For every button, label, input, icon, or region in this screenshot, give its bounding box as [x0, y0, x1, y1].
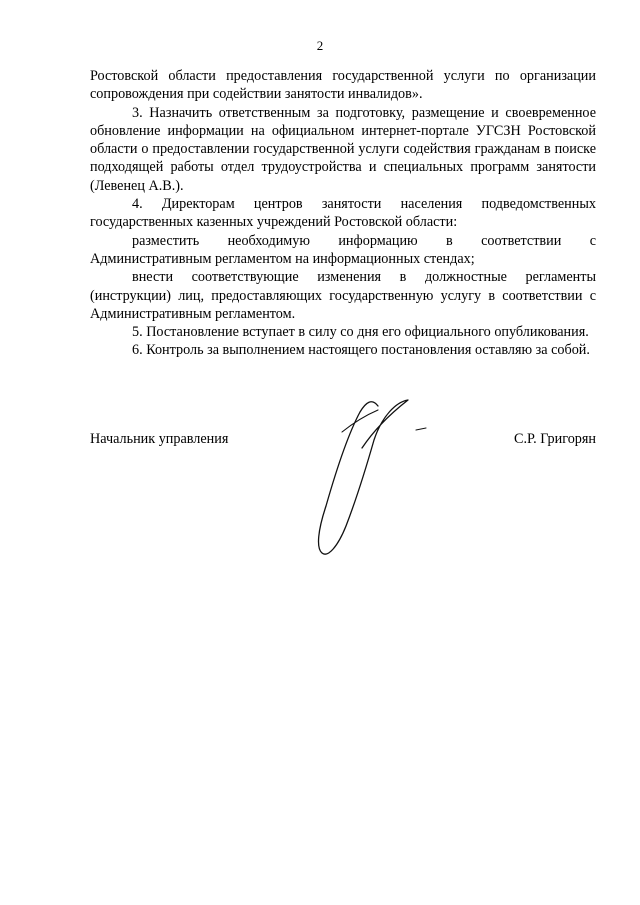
paragraph-item-5: 5. Постановление вступает в силу со дня его официального опубликования. [132, 324, 589, 341]
document-body [90, 67, 596, 360]
paragraph-continuation: Ростовской области предоставления государственной услуги по организации сопровождения при содействии занятости инвалидов». [90, 68, 596, 103]
signer-name: С.Р. Григорян [514, 431, 596, 447]
page-number: 2 [316, 38, 324, 53]
position-title: Начальник управления [90, 431, 229, 447]
paragraph-item-6: 6. Контроль за выполнением настоящего постановления оставляю за собой. [132, 342, 590, 359]
paragraph-item-3: 3. Назначить ответственным за подготовку, размещение и своевременное обновление информации на официальном интернет-портале УГСЗН Ростовской области о предоставлении государственной услуги содействия гражданам в поиске подходящей работы отдел трудоустройства и специальных программ занятости (Левенец А.В.). [90, 104, 596, 194]
handwritten-signature [300, 388, 440, 568]
paragraph-subitem-2: внести соответствующие изменения в должностные регламенты (инструкции) лиц, предоставляющих государственную услугу в соответствии с Административным регламентом. [90, 269, 596, 322]
paragraph-subitem-1: разместить необходимую информацию в соответствии с Административным регламентом на информационных стендах; [90, 232, 596, 267]
paragraph-item-4: 4. Директорам центров занятости населения подведомственных государственных казенных учреждений Ростовской области: [90, 196, 596, 231]
